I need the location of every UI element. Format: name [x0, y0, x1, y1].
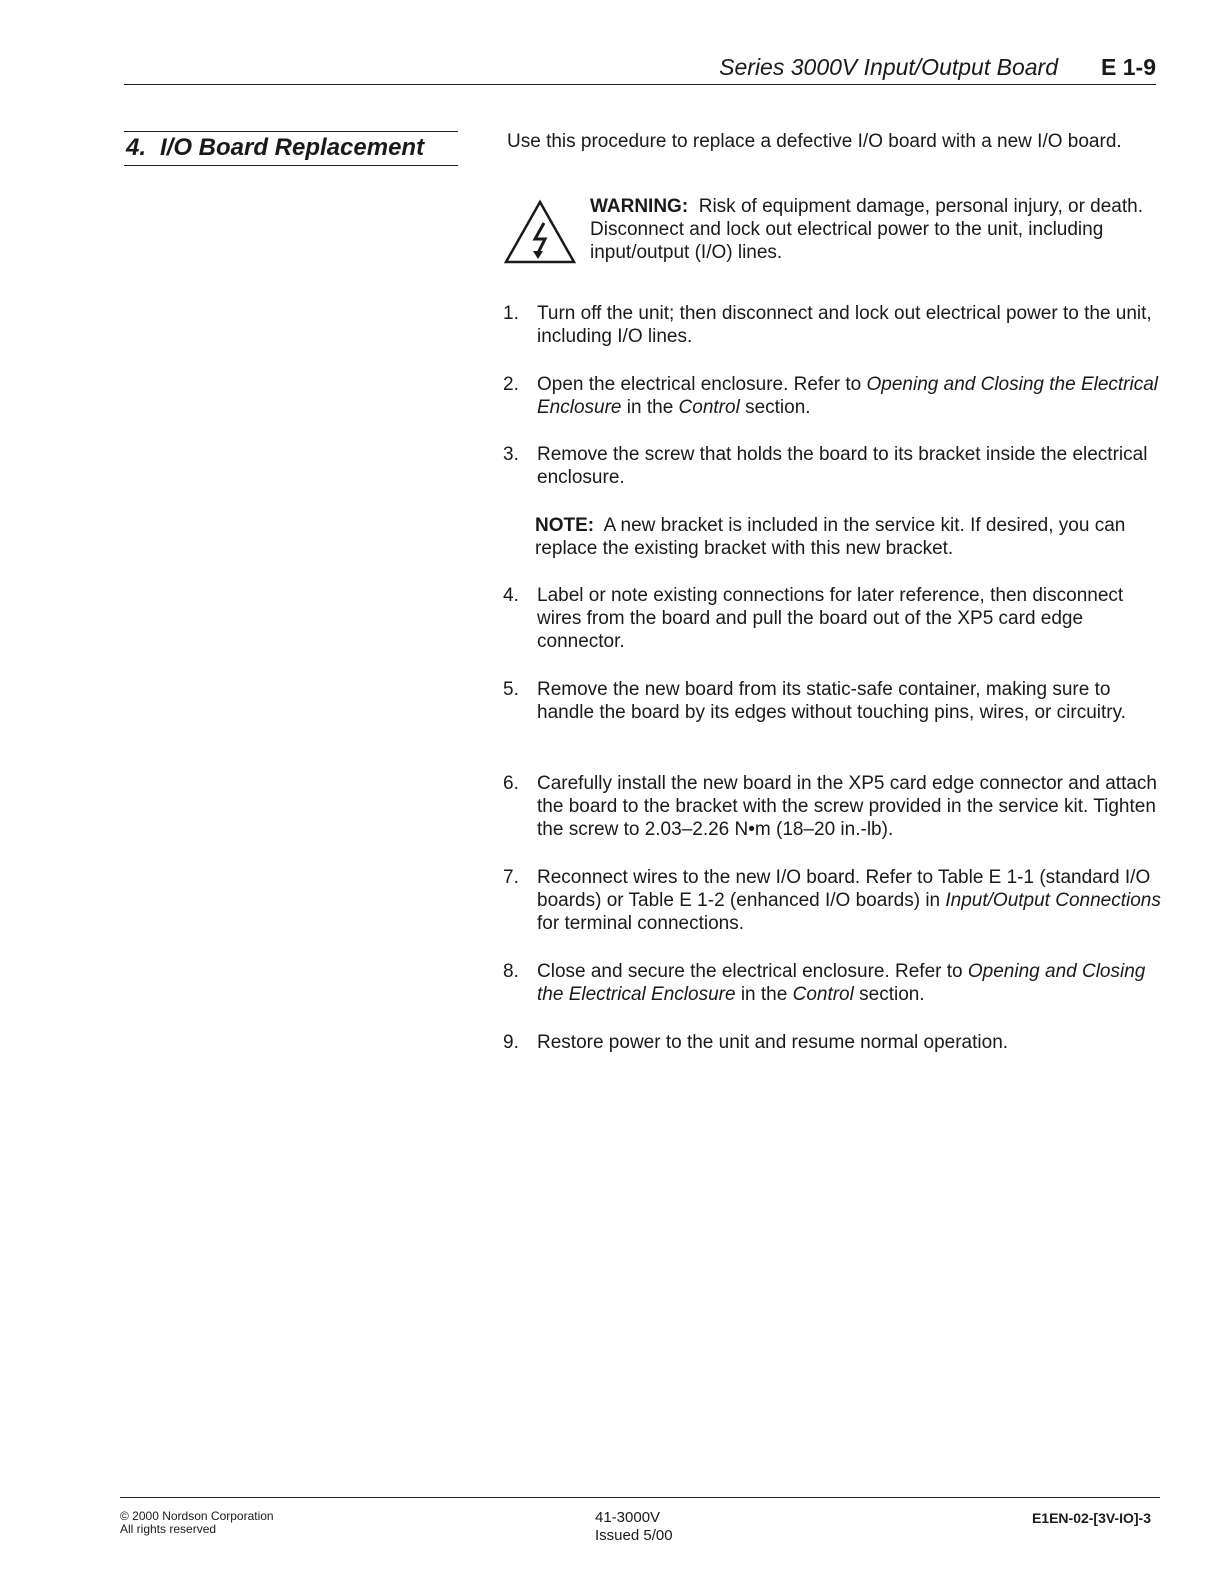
warning-message [590, 195, 1150, 264]
list-item [503, 772, 1163, 841]
list-item [503, 960, 1163, 1006]
cross-reference: Opening and Closing the Electrical Enclosure [537, 961, 1146, 1005]
step-number: 5. [503, 679, 519, 700]
warning-body: Risk of equipment damage, personal injury, or death. Disconnect and lock out electrical power to the unit, including input/output (I/O) lines. [590, 196, 1144, 263]
copyright-text: © 2000 Nordson Corporation [120, 1509, 274, 1523]
step-text: Remove the screw that holds the board to its bracket inside the electrical enclosure. [537, 444, 1148, 488]
warning-electrical-hazard-icon [503, 199, 577, 265]
step-text: Reconnect wires to the new I/O board. Refer to Table E 1-1 (standard I/O boards) or Table E 1-2 (enhanced I/O boards) in Input/Output Connections for terminal connections. [537, 867, 1161, 934]
cross-reference: Control [678, 397, 740, 418]
note-label: NOTE: [535, 515, 595, 536]
step-number: 4. [503, 585, 519, 606]
step-text: Remove the new board from its static-safe container, making sure to handle the board by its edges without touching pins, wires, or circuitry. [537, 679, 1126, 723]
list-item [503, 302, 1163, 348]
step-number: 8. [503, 961, 519, 982]
step-text: Open the electrical enclosure. Refer to Opening and Closing the Electrical Enclosure in the Control section. [537, 374, 1159, 418]
step-number: 9. [503, 1032, 519, 1053]
page-number: E 1-9 [1101, 54, 1156, 80]
step-text: Carefully install the new board in the XP5 card edge connector and attach the board to the bracket with the screw provided in the service kit. Tighten the screw to 2.03–2.26 N•m (18–20 in.-lb). [537, 773, 1157, 840]
list-item [503, 373, 1163, 419]
step-text: Label or note existing connections for later reference, then disconnect wires from the board and pull the board out of the XP5 card edge connector. [537, 585, 1124, 652]
note [535, 514, 1160, 560]
intro-paragraph: Use this procedure to replace a defective I/O board with a new I/O board. [507, 131, 1122, 152]
section-number: 4. [126, 134, 147, 161]
cross-reference: Control [792, 984, 854, 1005]
warning-label: WARNING: [590, 196, 689, 217]
list-item [503, 678, 1163, 724]
footer-copyright [120, 1510, 274, 1536]
step-text: Restore power to the unit and resume normal operation. [537, 1032, 1009, 1053]
cross-reference: Input/Output Connections [945, 890, 1161, 911]
doc-number: 41-3000V [595, 1509, 661, 1526]
step-number: 6. [503, 773, 519, 794]
issue-date: Issued 5/00 [595, 1527, 673, 1544]
step-text: Turn off the unit; then disconnect and lock out electrical power to the unit, including I/O lines. [537, 303, 1152, 347]
rights-text: All rights reserved [120, 1522, 217, 1536]
step-number: 1. [503, 303, 519, 324]
header-title: Series 3000V Input/Output Board [719, 54, 1058, 80]
cross-reference: Opening and Closing the Electrical Enclosure [537, 374, 1159, 418]
section-title: I/O Board Replacement [160, 134, 425, 161]
list-item [503, 866, 1163, 935]
note-body: A new bracket is included in the service kit. If desired, you can replace the existing bracket with this new bracket. [535, 515, 1126, 559]
section-heading [124, 131, 458, 166]
step-text: Close and secure the electrical enclosure. Refer to Opening and Closing the Electrical Enclosure in the Control section. [537, 961, 1146, 1005]
footer-code: E1EN-02-[3V-IO]-3 [1031, 1510, 1151, 1526]
list-item [503, 584, 1163, 653]
header-divider [124, 84, 1156, 85]
step-number: 3. [503, 444, 519, 465]
step-number: 2. [503, 374, 519, 395]
list-item [503, 443, 1163, 489]
footer-divider [120, 1497, 1160, 1498]
list-item [503, 1031, 1163, 1054]
step-number: 7. [503, 867, 519, 888]
footer-doc-info [595, 1509, 673, 1545]
